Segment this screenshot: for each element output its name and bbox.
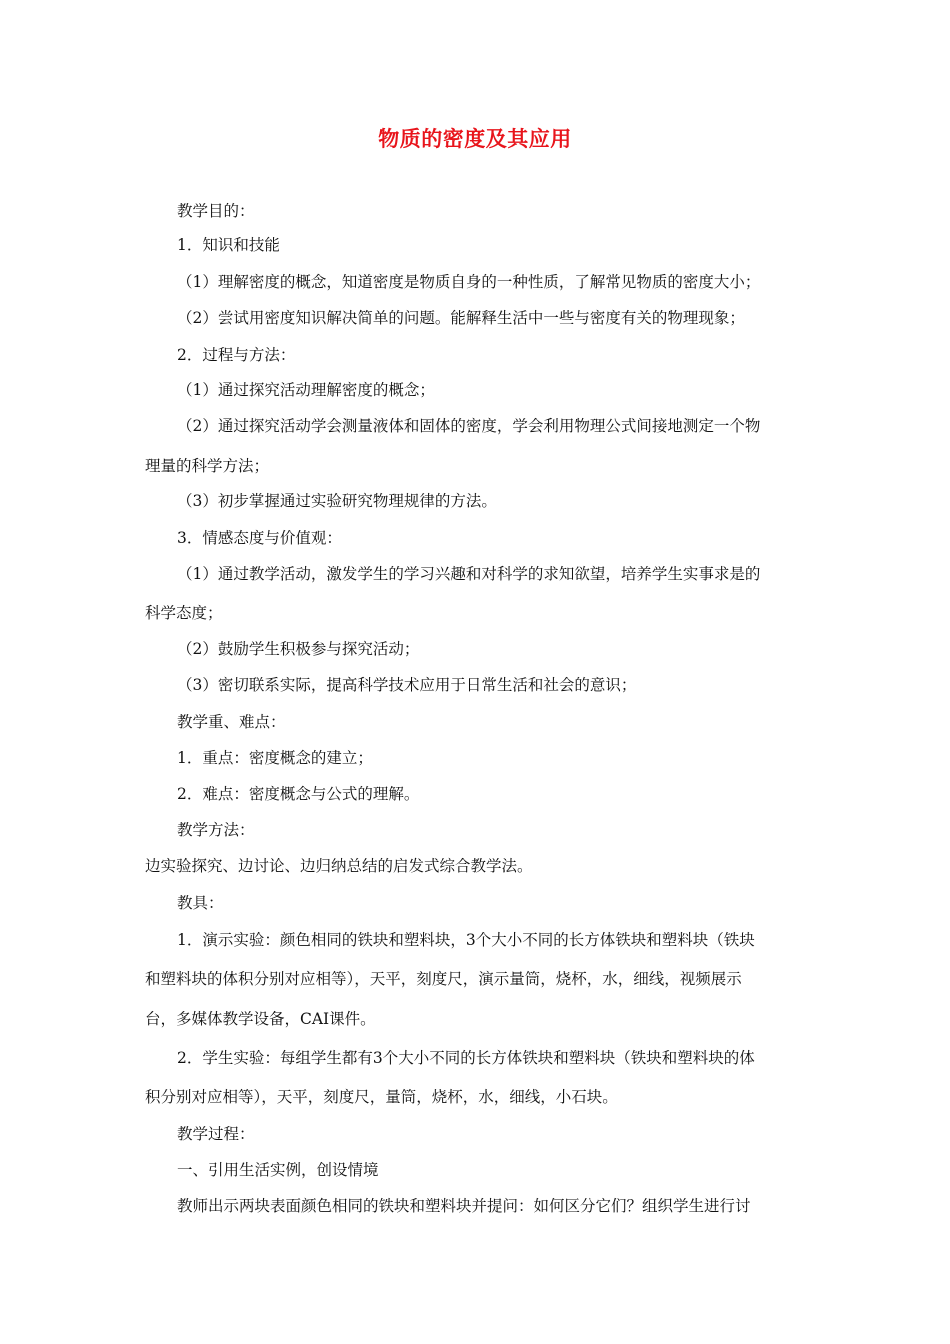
paragraph-line-continued: 台，多媒体教学设备，CAI课件。 [145, 1010, 376, 1028]
document-title: 物质的密度及其应用 [378, 127, 572, 151]
subheading-attitude-values: 3．情感态度与价值观： [177, 529, 342, 547]
subheading-process-method: 2．过程与方法： [177, 346, 296, 364]
paragraph-line: 2．难点：密度概念与公式的理解。 [177, 785, 420, 803]
paragraph-line: （1）理解密度的概念，知道密度是物质自身的一种性质，了解常见物质的密度大小； [177, 273, 761, 291]
paragraph-line: （1）通过探究活动理解密度的概念； [177, 381, 435, 399]
paragraph-line: （3）密切联系实际，提高科学技术应用于日常生活和社会的意识； [177, 676, 637, 694]
section-heading-equipment: 教具： [177, 894, 224, 912]
paragraph-line: （3）初步掌握通过实验研究物理规律的方法。 [177, 492, 497, 510]
section-heading-method: 教学方法： [177, 821, 255, 839]
paragraph-line: 1．演示实验：颜色相同的铁块和塑料块，3个大小不同的长方体铁块和塑料块（铁块 [177, 931, 755, 949]
paragraph-line: 边实验探究、边讨论、边归纳总结的启发式综合教学法。 [145, 857, 533, 875]
paragraph-line-continued: 科学态度； [145, 604, 223, 622]
paragraph-line: （2）尝试用密度知识解决简单的问题。能解释生活中一些与密度有关的物理现象； [177, 309, 745, 327]
paragraph-line-continued: 积分别对应相等），天平，刻度尺，量筒，烧杯，水，细线，小石块。 [145, 1088, 618, 1106]
section-heading-key-points: 教学重、难点： [177, 713, 286, 731]
paragraph-line: （2）鼓励学生积极参与探究活动； [177, 640, 420, 658]
paragraph-line: （2）通过探究活动学会测量液体和固体的密度，学会利用物理公式间接地测定一个物 [177, 417, 761, 435]
paragraph-line: 2．学生实验：每组学生都有3个大小不同的长方体铁块和塑料块（铁块和塑料块的体 [177, 1049, 755, 1067]
paragraph-line: 1．重点：密度概念的建立； [177, 749, 373, 767]
section-heading-process: 教学过程： [177, 1125, 255, 1143]
paragraph-line: （1）通过教学活动，激发学生的学习兴趣和对科学的求知欲望，培养学生实事求是的 [177, 565, 761, 583]
section-heading-objectives: 教学目的： [177, 202, 255, 220]
paragraph-line-continued: 理量的科学方法； [145, 457, 270, 475]
subheading-knowledge-skills: 1．知识和技能 [177, 236, 280, 254]
paragraph-line-continued: 和塑料块的体积分别对应相等），天平，刻度尺，演示量筒，烧杯，水，细线，视频展示 [145, 970, 742, 988]
paragraph-line: 教师出示两块表面颜色相同的铁块和塑料块并提问：如何区分它们？组织学生进行讨 [177, 1197, 751, 1215]
subheading-step-one: 一、引用生活实例，创设情境 [177, 1161, 379, 1179]
